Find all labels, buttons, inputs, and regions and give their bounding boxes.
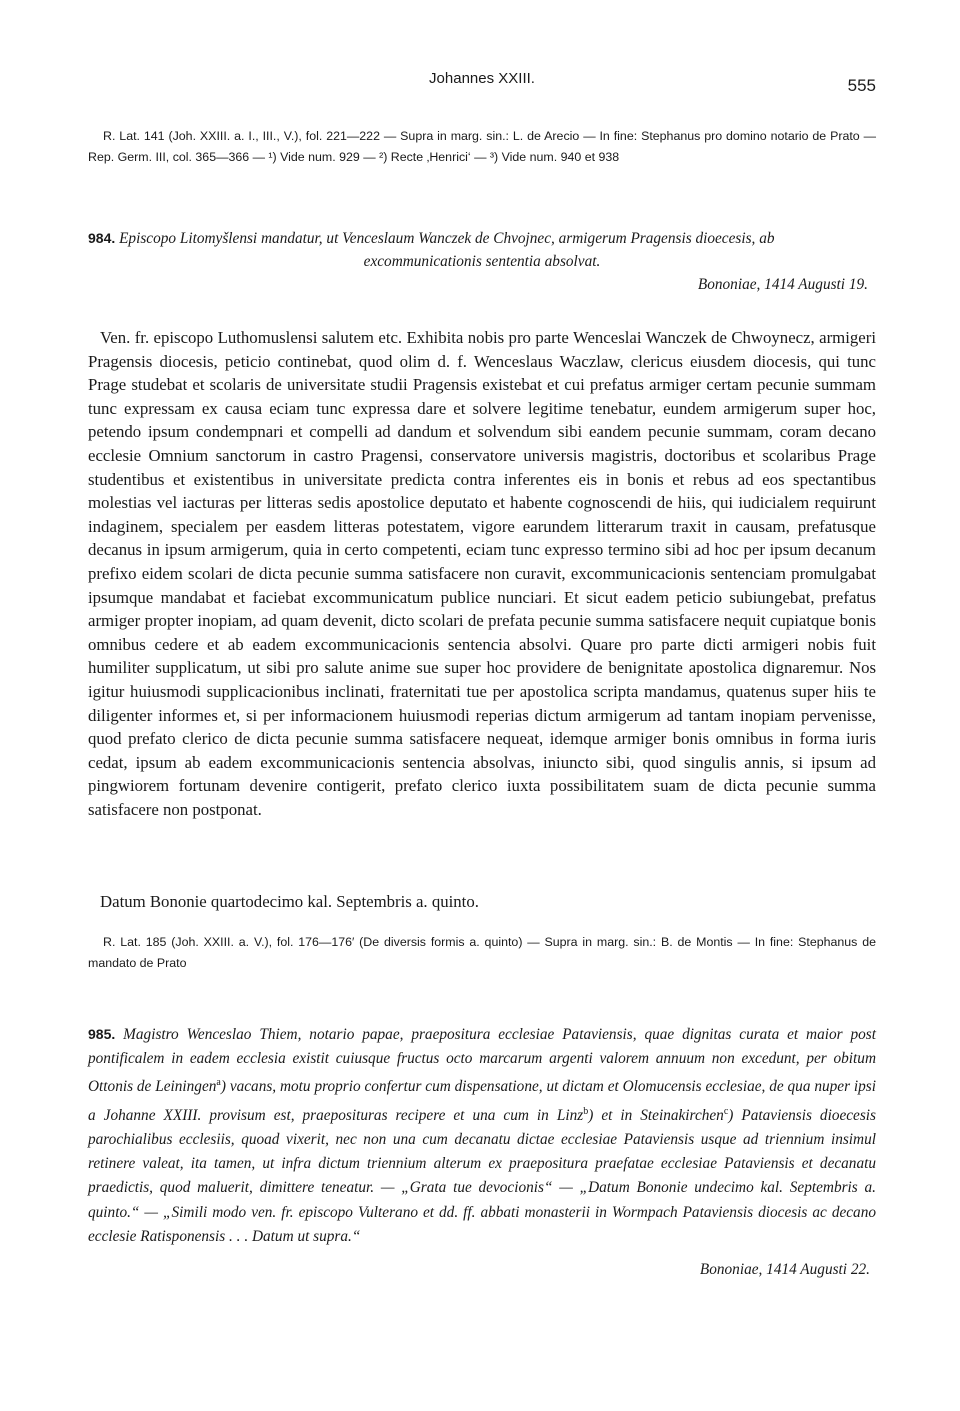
document-page <box>88 0 876 1411</box>
source-note-984: R. Lat. 185 (Joh. XXIII. a. V.), fol. 176—176′ (De diversis formis a. quinto) — Supra in marg. sin.: B. de Montis — In fine: Stephanus de mandato de Prato <box>88 935 876 970</box>
footnote-marker: a <box>216 1077 221 1089</box>
regest-text-b: ) vacans, motu proprio confertur cum dispensatione, ut dictam et Olomucensis ecclesiae, de qua nuper ipsi a Johanne XXIII. provisum est, praeposituras recipere et una cum in Linz <box>88 1078 876 1124</box>
regest-text-c: ) et in Steinakirchen <box>588 1106 724 1124</box>
regest-text-line2: excommunicationis sententia absolvat. <box>363 253 601 270</box>
date-985: Bononiae, 1414 Augusti 22. <box>699 1261 870 1278</box>
regest-985 <box>88 1022 876 1249</box>
running-title: Johannes XXIII. <box>429 70 535 87</box>
footnote-marker: c <box>723 1105 729 1117</box>
date-984: Bononiae, 1414 Augusti 19. <box>697 276 868 293</box>
regest-text-d: ) Pataviensis dioecesis parochialibus ecclesiis, quoad vixerit, nec non una cum decanatu dictae ecclesiae Pataviensis usque ad triennium insimul retinere valeat, ita tamen, ut infra dictum triennium alterum ex praepositura praefatae ecclesiae Pataviensis et decanatu praedictis, quod maluerit, dimittere teneatur. — „Grata tue devocionis“ — „Datum Bononie undecimo kal. Septembris a. quinto.“ — „Simili modo ven. fr. episcopo Vulterano et dd. ff. abbati monasterii in Wormpach Pataviensis diocesis ac decano ecclesie Ratisponensis . . . Datum ut supra.“ <box>88 1106 877 1245</box>
regest-number: 985. <box>88 1026 116 1042</box>
letter-body-984 <box>88 326 876 821</box>
regest-text-a: Magistro Wenceslao Thiem, notario papae, praepositura ecclesiae Pataviensis, quae dignitas curata et maior post pontificalem in eadem ecclesia existit cuiusque fructus octo marcarum argenti valorem annuum non excedunt, per obitum Ottonis de Leiningen <box>88 1026 876 1096</box>
regest-number: 984. <box>88 230 116 246</box>
datum-line-984: Datum Bononie quartodecimo kal. Septembris a. quinto. <box>100 892 479 911</box>
regest-text-line1: Episcopo Litomyšlensi mandatur, ut Venceslaum Wanczek de Chvojnec, armigerum Pragensis dioecesis, ab <box>119 230 775 247</box>
page-header <box>88 68 876 95</box>
regest-984 <box>88 227 876 273</box>
page-number: 555 <box>847 76 876 95</box>
letter-text: Ven. fr. episcopo Luthomuslensi salutem etc. Exhibita nobis pro parte Wenceslai Wanczek de Chwoynecz, armigeri Pragensis diocesis, peticio continebat, quod olim d. f. Wenceslaus Waczlaw, clericus eiusdem diocesis, qui tunc Prage studebat et scolaris de universitate studii Pragensis existebat et cui prefatus armiger certam pecunie summam tunc expressam ex causa eciam tunc expressa dare et solvere legitime tenebatur, eundem armigerum super hoc, petendo ipsum condempnari et compelli ad dandum et solvendum sibi eandem pecunie summam, coram decano ecclesie Omnium sanctorum in castro Pragensi, conservatore universis magistris, doctoribus et scolaribus Prage studentibus et existentibus in universitate predicta contra inferentes eis in bonis et rebus ad eos spectantibus molestias vel iacturas per litteras sedis apostolice deputato et habente cognoscendi de hiis, qui iudicialem requirunt indaginem, specialem per easdem litteras potestatem, vigore earundem litterarum traxit in causam, prefatusque decanus in ipsum armigerum, quia in certo competenti, eciam tunc expresso termino sibi ad hoc per ipsum decanum prefixo eidem scolari de dicta pecunie summa satisfacere non curavit, excommunicacionis sentenciam promulgabat ipsumque mandabat et faciebat excommunicatum publice nunciari. Et sicut eadem peticio subiungebat, prefatus armiger propter inopiam, ad quam devenit, dicto scolari de prefata pecunie summa satisfacere nequit cupiatque bonis omnibus cedere et ab eadem excommunicacionis sentencia absolvi. Quare pro parte dicti armigeri nobis fuit humiliter supplicatum, ut sibi pro salute anime sue super hoc providere de benignitate apostolica dignaremur. Nos igitur huiusmodi supplicacionibus inclinati, fraternitati tue per apostolica scripta mandamus, quatenus super hiis te diligenter informes et, si per informacionem huiusmodi reperias dictum armigerum ad tantam inopiam pervenisse, quod prefato clerico de dicta pecunie summa satisfacere nequeat, idemque armiger bonis omnibus in forma iuris cedat, ipsum ab eadem excommunicacionis sentencia absolvas, iniuncto sibi, quod singulis annis, si ipsum ad pingwiorem fortunam devenire contigerit, prefato clerico iuxta possibilitatem suam de dicta pecunie summa satisfacere non postponat. <box>88 328 876 819</box>
footnote-marker: b <box>583 1105 589 1117</box>
source-note-983: R. Lat. 141 (Joh. XXIII. a. I., III., V.), fol. 221—222 — Supra in marg. sin.: L. de Arecio — In fine: Stephanus pro domino notario de Prato — Rep. Germ. III, col. 365—366 — ¹) Vide num. 929 — ²) Recte ‚Henrici‘ — ³) Vide num. 940 et 938 <box>88 129 876 164</box>
